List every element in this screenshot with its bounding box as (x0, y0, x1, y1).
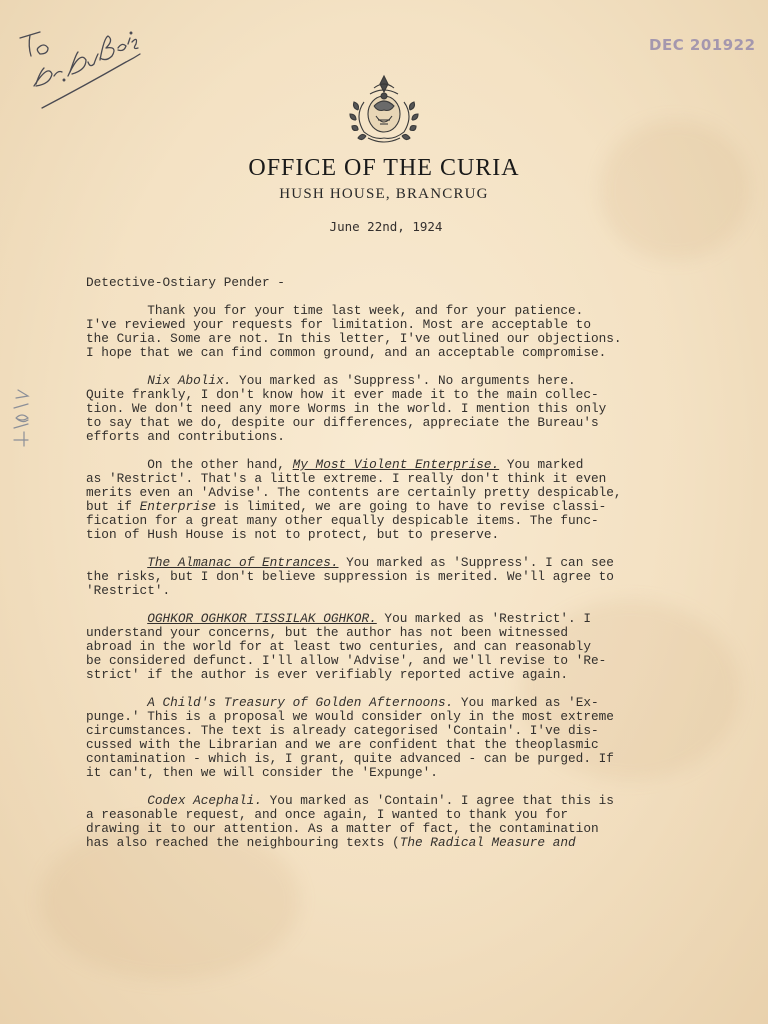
paragraph-text: You marked as 'Suppress'. No arguments here. Quite frankly, I don't know how it ever made it to the main collec- tion. We don't need any more Worms in the world. I mention this only to say that we do, despite our differences, appreciate the Bureau's efforts and contributions. (86, 373, 607, 444)
book-title: Enterprise (139, 499, 217, 514)
book-title: The Radical Measure and (399, 835, 576, 850)
book-title: OGHKOR OGHKOR TISSILAK OGHKOR. (147, 611, 377, 626)
letter-body (86, 276, 706, 864)
paragraph-oghkor (86, 612, 706, 682)
margin-note-handwriting (6, 388, 36, 448)
book-title: Nix Abolix. (147, 373, 232, 388)
received-date-stamp: DEC 201922 (649, 36, 756, 54)
book-title: Codex Acephali. (147, 793, 262, 808)
paragraph-text: You marked as 'Contain'. I agree that this is a reasonable request, and once again, I wanted to thank you for drawing it to our attention. As a matter of fact, the contamination has also reached the neighbouring texts ( (86, 793, 614, 850)
paragraph-text: You marked as 'Suppress'. I can see the risks, but I don't believe suppression is merited. We'll agree to 'Restrict'. (86, 555, 614, 598)
book-title: A Child's Treasury of Golden Afternoons. (147, 695, 454, 710)
paragraph-almanac (86, 556, 706, 598)
paragraph-text: You marked as 'Restrict'. That's a little extreme. I really don't think it even merits even an 'Advise'. The contents are certainly pretty despicable, but if (86, 457, 622, 514)
paragraph-childs-treasury (86, 696, 706, 780)
office-title: OFFICE OF THE CURIA (248, 155, 520, 181)
salutation: Detective-Ostiary Pender - (86, 275, 285, 290)
paragraph-violent-enterprise (86, 458, 706, 542)
book-title: The Almanac of Entrances. (147, 555, 339, 570)
margin-note (6, 388, 36, 448)
paragraph-nix-abolix (86, 374, 706, 444)
paragraph-text: You marked as 'Restrict'. I understand your concerns, but the author has not been witnessed abroad in the world for at least two centuries, and can reasonably be considered defunct. I'll allow 'Advise', and we'll revise to 'Re- strict' if the author is ever verifiably reported active again. (86, 611, 607, 682)
paragraph-text: On the other hand, (86, 457, 293, 472)
seal-crest-icon (344, 72, 424, 146)
svg-text:To: To (14, 24, 16, 25)
paragraph-intro: Thank you for your time last week, and for your patience. I've reviewed your requests for limitation. Most are acceptable to the Curia. Some are not. In this letter, I've outlined our objections. I hope that we can find common ground, and an acceptable compromise. (86, 303, 622, 360)
paragraph-text: is limited, we are going to have to revise classi- fication for a great many other equally despicable items. The func- tion of Hush House is not to protect, but to preserve. (86, 499, 607, 542)
paragraph-codex-acephali (86, 794, 706, 850)
paragraph-text: You marked as 'Ex- punge.' This is a proposal we would consider only in the most extreme circumstances. The text is already categorised 'Contain'. I've dis- cussed with the Librarian and we are confident that the theoplasmic contamination - which is, I grant, quite advanced - can be purged. If it can't, then we will consider the 'Expunge'. (86, 695, 614, 780)
office-subtitle: HUSH HOUSE, BRANCRUG (279, 186, 489, 202)
handwritten-note-signature (14, 24, 149, 124)
letter-date: June 22nd, 1924 (329, 219, 443, 234)
handwritten-note (14, 24, 149, 124)
book-title: My Most Violent Enterprise. (292, 457, 500, 472)
